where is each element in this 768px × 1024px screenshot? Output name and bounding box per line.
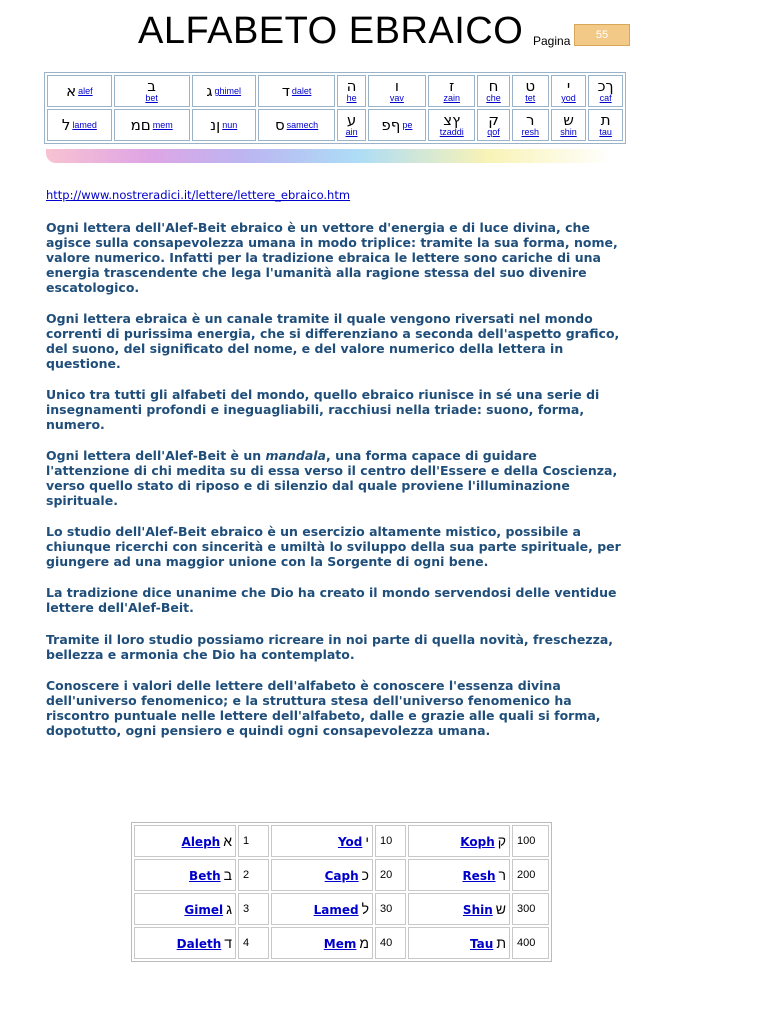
- letter-glyph: ךכ: [597, 77, 614, 95]
- letter-glyph: םמ: [130, 116, 151, 134]
- letter-glyph: א: [66, 82, 77, 100]
- paragraph-1: Ogni lettera dell'Alef-Beit ebraico è un vettore d'energia e di luce divina, che agisce sulla consapevolezza umana in modo triplice: tramite la sua forma, nome, valore numerico. Infatti per la tradizione ebraica le lettere sono cariche di una energia trascendente che lega l'umanità alla ragione stessa del suo divenire escatologico.: [46, 220, 618, 295]
- letter-cell: [477, 109, 509, 141]
- mandala-emphasis: mandala: [265, 448, 326, 463]
- paragraph-8: Conoscere i valori delle lettere dell'alfabeto è conoscere l'essenza divina dell'universo fenomenico; e la struttura stesa dell'universo fenomenico ha riscontro puntuale nelle lettere dell'alfabeto, dalle e grazie alle quali si forma, dopotutto, ogni pensiero e quindi ogni consapevolezza umana.: [46, 678, 601, 738]
- letter-name-cell: [408, 859, 510, 891]
- letter-cell: [114, 109, 190, 141]
- letter-glyph: ו: [394, 77, 399, 95]
- letter-value: 100: [512, 825, 549, 857]
- letter-glyph: ע: [346, 111, 357, 129]
- letter-value: 400: [512, 927, 549, 959]
- letter-link[interactable]: resh: [521, 127, 539, 137]
- letter-name-cell: [271, 927, 373, 959]
- letter-value: 4: [238, 927, 269, 959]
- letter-value: 2: [238, 859, 269, 891]
- letter-cell: [114, 75, 190, 107]
- letter-link[interactable]: yod: [561, 93, 576, 103]
- letter-name-cell: [408, 927, 510, 959]
- letter-link[interactable]: tet: [525, 93, 536, 103]
- letter-glyph: ק: [488, 111, 499, 129]
- letter-cell: [368, 109, 426, 141]
- letter-glyph: ק: [497, 833, 506, 849]
- letter-value: 1: [238, 825, 269, 857]
- paragraph-6: La tradizione dice unanime che Dio ha creato il mondo servendosi delle ventidue lettere dell'Alef-Beit.: [46, 585, 617, 615]
- letter-link[interactable]: caf: [599, 93, 612, 103]
- letter-value: 40: [375, 927, 406, 959]
- letter-name-cell: [408, 893, 510, 925]
- letter-name-cell: [134, 927, 236, 959]
- letter-glyph: ת: [496, 935, 506, 951]
- letter-glyph: י: [566, 77, 571, 95]
- letter-name-cell: [134, 859, 236, 891]
- letter-cell: [588, 109, 623, 141]
- alphabet-row-2: [47, 109, 623, 141]
- letter-value: 300: [512, 893, 549, 925]
- letter-link[interactable]: qof: [487, 127, 500, 137]
- letter-name-link[interactable]: Mem: [323, 937, 357, 951]
- letter-glyph: ןנ: [210, 116, 221, 134]
- letter-cell: [551, 109, 586, 141]
- letter-cell: [368, 75, 426, 107]
- letter-cell: [477, 75, 509, 107]
- paragraph-4-start: Ogni lettera dell'Alef-Beit è un: [46, 448, 266, 463]
- hebrew-alphabet-table: [44, 72, 626, 144]
- letter-link[interactable]: pe: [402, 120, 413, 130]
- letter-name-link[interactable]: Gimel: [184, 903, 224, 917]
- letter-cell: [47, 75, 112, 107]
- letter-link[interactable]: che: [486, 93, 501, 103]
- letter-value: 200: [512, 859, 549, 891]
- letter-link[interactable]: nun: [222, 120, 238, 130]
- letter-cell: [258, 75, 336, 107]
- paragraph-3: Unico tra tutti gli alfabeti del mondo, quello ebraico riunisce in sé una serie di insegnamenti profondi e ineguagliabili, racchiusi nella triade: suono, forma, numero.: [46, 387, 600, 432]
- letter-glyph: ש: [563, 111, 574, 129]
- letter-value: 20: [375, 859, 406, 891]
- letter-link[interactable]: mem: [152, 120, 173, 130]
- page-title: ALFABETO EBRAICO: [138, 10, 524, 52]
- letter-name-link[interactable]: Yod: [337, 835, 363, 849]
- letter-cell: [47, 109, 112, 141]
- letter-link[interactable]: he: [346, 93, 357, 103]
- letter-name-link[interactable]: Aleph: [181, 835, 221, 849]
- letter-glyph: ר: [498, 867, 506, 883]
- letter-link[interactable]: ghimel: [214, 86, 242, 96]
- letter-cell: [512, 109, 549, 141]
- letter-glyph: ג: [226, 901, 232, 917]
- letter-link[interactable]: lamed: [72, 120, 97, 130]
- letter-link[interactable]: shin: [560, 127, 577, 137]
- letter-link[interactable]: alef: [78, 86, 93, 96]
- page-label: Pagina: [533, 34, 571, 48]
- letter-name-cell: [271, 859, 373, 891]
- letter-link[interactable]: ain: [345, 127, 358, 137]
- paragraph-2: Ogni lettera ebraica è un canale tramite il quale vengono riversati nel mondo correnti di purissima energia, che si differenziano a seconda dell'aspetto grafico, del suono, del significato del nome, e del valore numerico della lettera in questione.: [46, 311, 620, 371]
- letter-link[interactable]: samech: [286, 120, 319, 130]
- letter-values-table: [131, 822, 552, 962]
- letter-glyph: א: [223, 833, 232, 849]
- paragraph-4: [46, 448, 621, 508]
- page-number-badge: 55: [574, 24, 630, 46]
- paragraph-7: Tramite il loro studio possiamo ricreare in noi parte di quella novità, freschezza, bellezza e armonia che Dio ha contemplato.: [46, 632, 614, 662]
- letter-name-link[interactable]: Caph: [324, 869, 359, 883]
- table-row: [134, 825, 549, 857]
- letter-name-cell: [271, 825, 373, 857]
- letter-glyph: ת: [600, 111, 611, 129]
- letter-glyph: ג: [206, 82, 213, 100]
- table-row: [134, 893, 549, 925]
- alphabet-row-1: [47, 75, 623, 107]
- letter-cell: [337, 75, 365, 107]
- letter-glyph: כ: [361, 867, 369, 883]
- table-row: [134, 859, 549, 891]
- letter-name-link[interactable]: Daleth: [176, 937, 222, 951]
- letter-glyph: ס: [274, 116, 285, 134]
- letter-link[interactable]: dalet: [291, 86, 312, 96]
- letter-glyph: ב: [223, 867, 232, 883]
- letter-value: 30: [375, 893, 406, 925]
- letter-cell: [337, 109, 365, 141]
- letter-cell: [192, 75, 256, 107]
- letter-name-link[interactable]: Shin: [462, 903, 493, 917]
- letter-link[interactable]: bet: [145, 93, 158, 103]
- paragraph-5: Lo studio dell'Alef-Beit ebraico è un esercizio altamente mistico, possibile a chiunque ricerchi con sincerità e umiltà lo sviluppo della sua parte spirituale, per giungere ad una maggior unione con la Sorgente di ogni bene.: [46, 524, 621, 569]
- table-row: [134, 927, 549, 959]
- letter-name-cell: [408, 825, 510, 857]
- letter-link[interactable]: tau: [599, 127, 612, 137]
- letter-glyph: ז: [449, 77, 455, 95]
- letter-cell: [428, 109, 475, 141]
- letter-cell: [512, 75, 549, 107]
- letter-cell: [588, 75, 623, 107]
- letter-cell: [428, 75, 475, 107]
- letter-glyph: ח: [488, 77, 499, 95]
- letter-link[interactable]: zain: [443, 93, 460, 103]
- letter-name-link[interactable]: Beth: [189, 869, 221, 883]
- letter-glyph: ל: [61, 116, 71, 134]
- letter-cell: [551, 75, 586, 107]
- letter-value: 10: [375, 825, 406, 857]
- letter-name-link[interactable]: Resh: [462, 869, 496, 883]
- letter-name-cell: [134, 825, 236, 857]
- letter-glyph: מ: [359, 935, 369, 951]
- letter-name-link[interactable]: Tau: [470, 937, 494, 951]
- letter-link[interactable]: tzaddi: [439, 127, 464, 137]
- letter-glyph: ט: [525, 77, 536, 95]
- rainbow-divider: [46, 149, 612, 163]
- letter-link[interactable]: vav: [389, 93, 404, 103]
- letter-glyph: ל: [361, 901, 369, 917]
- letter-glyph: ד: [281, 82, 290, 100]
- letter-name-cell: [134, 893, 236, 925]
- letter-cell: [192, 109, 256, 141]
- letter-glyph: ץצ: [443, 111, 461, 129]
- letter-cell: [258, 109, 336, 141]
- letter-glyph: י: [365, 833, 369, 849]
- letter-value: 3: [238, 893, 269, 925]
- letter-name-link[interactable]: Lamed: [313, 903, 359, 917]
- letter-glyph: ש: [495, 901, 506, 917]
- paragraph-4-end: , una forma capace di guidare l'attenzione di chi medita su di essa verso il centro dell'Essere e della Coscienza, verso quello stato di riposo e di silenzio dal quale proviene l'illuminazione spirituale.: [46, 448, 618, 508]
- letter-name-link[interactable]: Koph: [460, 835, 495, 849]
- letter-glyph: ב: [147, 77, 156, 95]
- letter-name-cell: [271, 893, 373, 925]
- letter-glyph: ד: [224, 935, 232, 951]
- source-link[interactable]: http://www.nostreradici.it/lettere/lettere_ebraico.htm: [46, 188, 351, 202]
- letter-glyph: ה: [346, 77, 357, 95]
- letter-glyph: ר: [526, 111, 535, 129]
- letter-glyph: ףפ: [381, 116, 401, 134]
